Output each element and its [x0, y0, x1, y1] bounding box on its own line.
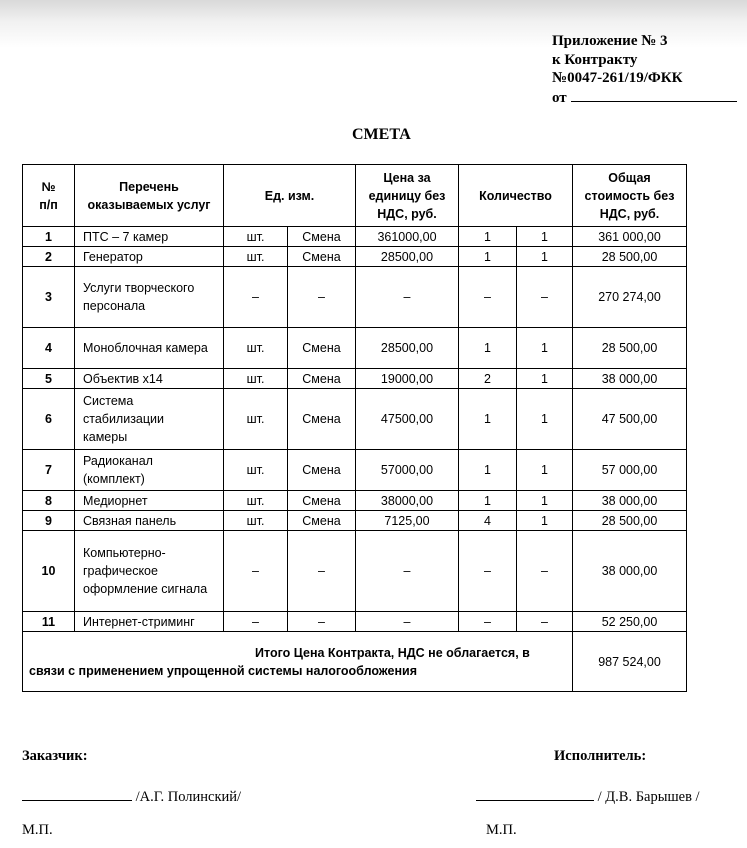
row-unit: – — [224, 612, 288, 632]
appendix-block — [552, 32, 737, 107]
row-unit-period: Смена — [288, 450, 356, 491]
row-unit: шт. — [224, 227, 288, 247]
row-unit: шт. — [224, 369, 288, 389]
contractor-signature-line — [476, 786, 594, 801]
row-unit-price: – — [356, 612, 459, 632]
table-row — [23, 450, 687, 491]
row-number: 6 — [23, 389, 75, 450]
customer-signature — [22, 786, 241, 806]
row-unit-price: 57000,00 — [356, 450, 459, 491]
row-total: 38 000,00 — [573, 531, 687, 612]
row-quantity-shifts: 1 — [517, 450, 573, 491]
appendix-date-label: от — [552, 89, 567, 106]
row-service-name-text: Услуги творческого персонала — [83, 281, 195, 313]
row-quantity: 1 — [459, 450, 517, 491]
row-number: 7 — [23, 450, 75, 491]
contractor-signature-name: / Д.В. Барышев / — [597, 789, 700, 805]
row-service-name-text: Компьютерно-графическое оформление сигнала — [83, 546, 208, 596]
row-unit-price: – — [356, 531, 459, 612]
row-number: 1 — [23, 227, 75, 247]
contractor-signature — [476, 786, 700, 806]
header-total: Общая стоимость без НДС, руб. — [573, 165, 687, 227]
appendix-contract-ref: к Контракту — [552, 51, 638, 68]
appendix-date-line — [552, 88, 737, 108]
row-number: 10 — [23, 531, 75, 612]
row-total: 28 500,00 — [573, 247, 687, 267]
row-unit-period: – — [288, 267, 356, 328]
row-number: 5 — [23, 369, 75, 389]
row-unit-price: 19000,00 — [356, 369, 459, 389]
row-unit-period: Смена — [288, 511, 356, 531]
row-service-name — [75, 531, 224, 612]
row-quantity-shifts: – — [517, 531, 573, 612]
row-unit-price: – — [356, 267, 459, 328]
row-quantity: – — [459, 612, 517, 632]
header-name: Перечень оказываемых услуг — [75, 165, 224, 227]
total-value: 987 524,00 — [573, 632, 687, 692]
row-service-name: Генератор — [75, 247, 224, 267]
row-quantity-shifts: 1 — [517, 328, 573, 369]
row-total: 52 250,00 — [573, 612, 687, 632]
total-row — [23, 632, 687, 692]
contractor-stamp: М.П. — [486, 822, 517, 838]
row-total: 28 500,00 — [573, 511, 687, 531]
row-total: 38 000,00 — [573, 369, 687, 389]
total-label-line1: Итого Цена Контракта, НДС не облагается, в — [255, 645, 530, 660]
row-service-name: ПТС – 7 камер — [75, 227, 224, 247]
row-quantity-shifts: 1 — [517, 491, 573, 511]
row-quantity: 1 — [459, 389, 517, 450]
contractor-label: Исполнитель: — [554, 748, 647, 764]
row-total: 270 274,00 — [573, 267, 687, 328]
row-service-name — [75, 450, 224, 491]
table-row — [23, 267, 687, 328]
row-quantity-shifts: 1 — [517, 369, 573, 389]
table-row — [23, 227, 687, 247]
row-total: 361 000,00 — [573, 227, 687, 247]
row-quantity: – — [459, 267, 517, 328]
row-unit: шт. — [224, 328, 288, 369]
header-unit: Ед. изм. — [224, 165, 356, 227]
row-service-name-text: Система стабилизации камеры — [83, 394, 165, 444]
appendix-number: Приложение № 3 — [552, 33, 668, 49]
row-service-name: Медиорнет — [75, 491, 224, 511]
total-label-line2: связи с применением упрощенной системы налогообложения — [29, 663, 417, 678]
row-service-name-text: Радиоканал (комплект) — [83, 454, 153, 486]
row-quantity-shifts: – — [517, 612, 573, 632]
row-unit-period: Смена — [288, 227, 356, 247]
estimate-table — [22, 164, 687, 692]
table-row — [23, 531, 687, 612]
row-unit: шт. — [224, 389, 288, 450]
row-service-name: Объектив х14 — [75, 369, 224, 389]
row-unit-price: 47500,00 — [356, 389, 459, 450]
row-quantity-shifts: 1 — [517, 227, 573, 247]
row-quantity: 1 — [459, 491, 517, 511]
row-number: 11 — [23, 612, 75, 632]
date-blank-line — [571, 88, 737, 102]
row-number: 2 — [23, 247, 75, 267]
row-quantity: 1 — [459, 247, 517, 267]
document-title: СМЕТА — [352, 126, 411, 143]
row-unit-period: Смена — [288, 328, 356, 369]
row-unit-price: 361000,00 — [356, 227, 459, 247]
row-unit: шт. — [224, 247, 288, 267]
row-quantity-shifts: 1 — [517, 247, 573, 267]
row-number: 4 — [23, 328, 75, 369]
row-quantity: 4 — [459, 511, 517, 531]
table-body — [23, 227, 687, 632]
header-qty: Количество — [459, 165, 573, 227]
total-label — [23, 632, 573, 692]
row-service-name: Интернет-стриминг — [75, 612, 224, 632]
row-total: 47 500,00 — [573, 389, 687, 450]
customer-stamp: М.П. — [22, 822, 53, 838]
table-row — [23, 369, 687, 389]
table-row — [23, 247, 687, 267]
row-unit-period: Смена — [288, 491, 356, 511]
row-unit-price: 28500,00 — [356, 247, 459, 267]
row-unit: – — [224, 267, 288, 328]
row-unit: шт. — [224, 511, 288, 531]
table-row — [23, 491, 687, 511]
row-number: 8 — [23, 491, 75, 511]
appendix-contract-number: №0047-261/19/ФКК — [552, 70, 683, 86]
row-service-name — [75, 389, 224, 450]
row-number: 9 — [23, 511, 75, 531]
row-unit-price: 38000,00 — [356, 491, 459, 511]
row-quantity: 1 — [459, 227, 517, 247]
row-total: 28 500,00 — [573, 328, 687, 369]
table-row — [23, 389, 687, 450]
row-total: 57 000,00 — [573, 450, 687, 491]
row-quantity-shifts: 1 — [517, 389, 573, 450]
row-quantity: 2 — [459, 369, 517, 389]
table-row — [23, 612, 687, 632]
row-unit-period: Смена — [288, 369, 356, 389]
row-unit: шт. — [224, 450, 288, 491]
row-unit-period: – — [288, 612, 356, 632]
customer-label: Заказчик: — [22, 748, 88, 764]
row-unit-price: 7125,00 — [356, 511, 459, 531]
row-unit-period: Смена — [288, 247, 356, 267]
row-quantity-shifts: 1 — [517, 511, 573, 531]
table-row — [23, 328, 687, 369]
row-unit: – — [224, 531, 288, 612]
row-number: 3 — [23, 267, 75, 328]
table-row — [23, 511, 687, 531]
row-unit-period: – — [288, 531, 356, 612]
customer-signature-line — [22, 786, 132, 801]
row-service-name: Связная панель — [75, 511, 224, 531]
row-total: 38 000,00 — [573, 491, 687, 511]
row-quantity-shifts: – — [517, 267, 573, 328]
row-unit: шт. — [224, 491, 288, 511]
row-unit-price: 28500,00 — [356, 328, 459, 369]
row-service-name — [75, 267, 224, 328]
customer-signature-name: /А.Г. Полинский/ — [135, 789, 242, 805]
row-service-name: Моноблочная камера — [75, 328, 224, 369]
row-quantity: – — [459, 531, 517, 612]
row-quantity: 1 — [459, 328, 517, 369]
header-price: Цена за единицу без НДС, руб. — [356, 165, 459, 227]
row-unit-period: Смена — [288, 389, 356, 450]
header-num: № п/п — [23, 165, 75, 227]
